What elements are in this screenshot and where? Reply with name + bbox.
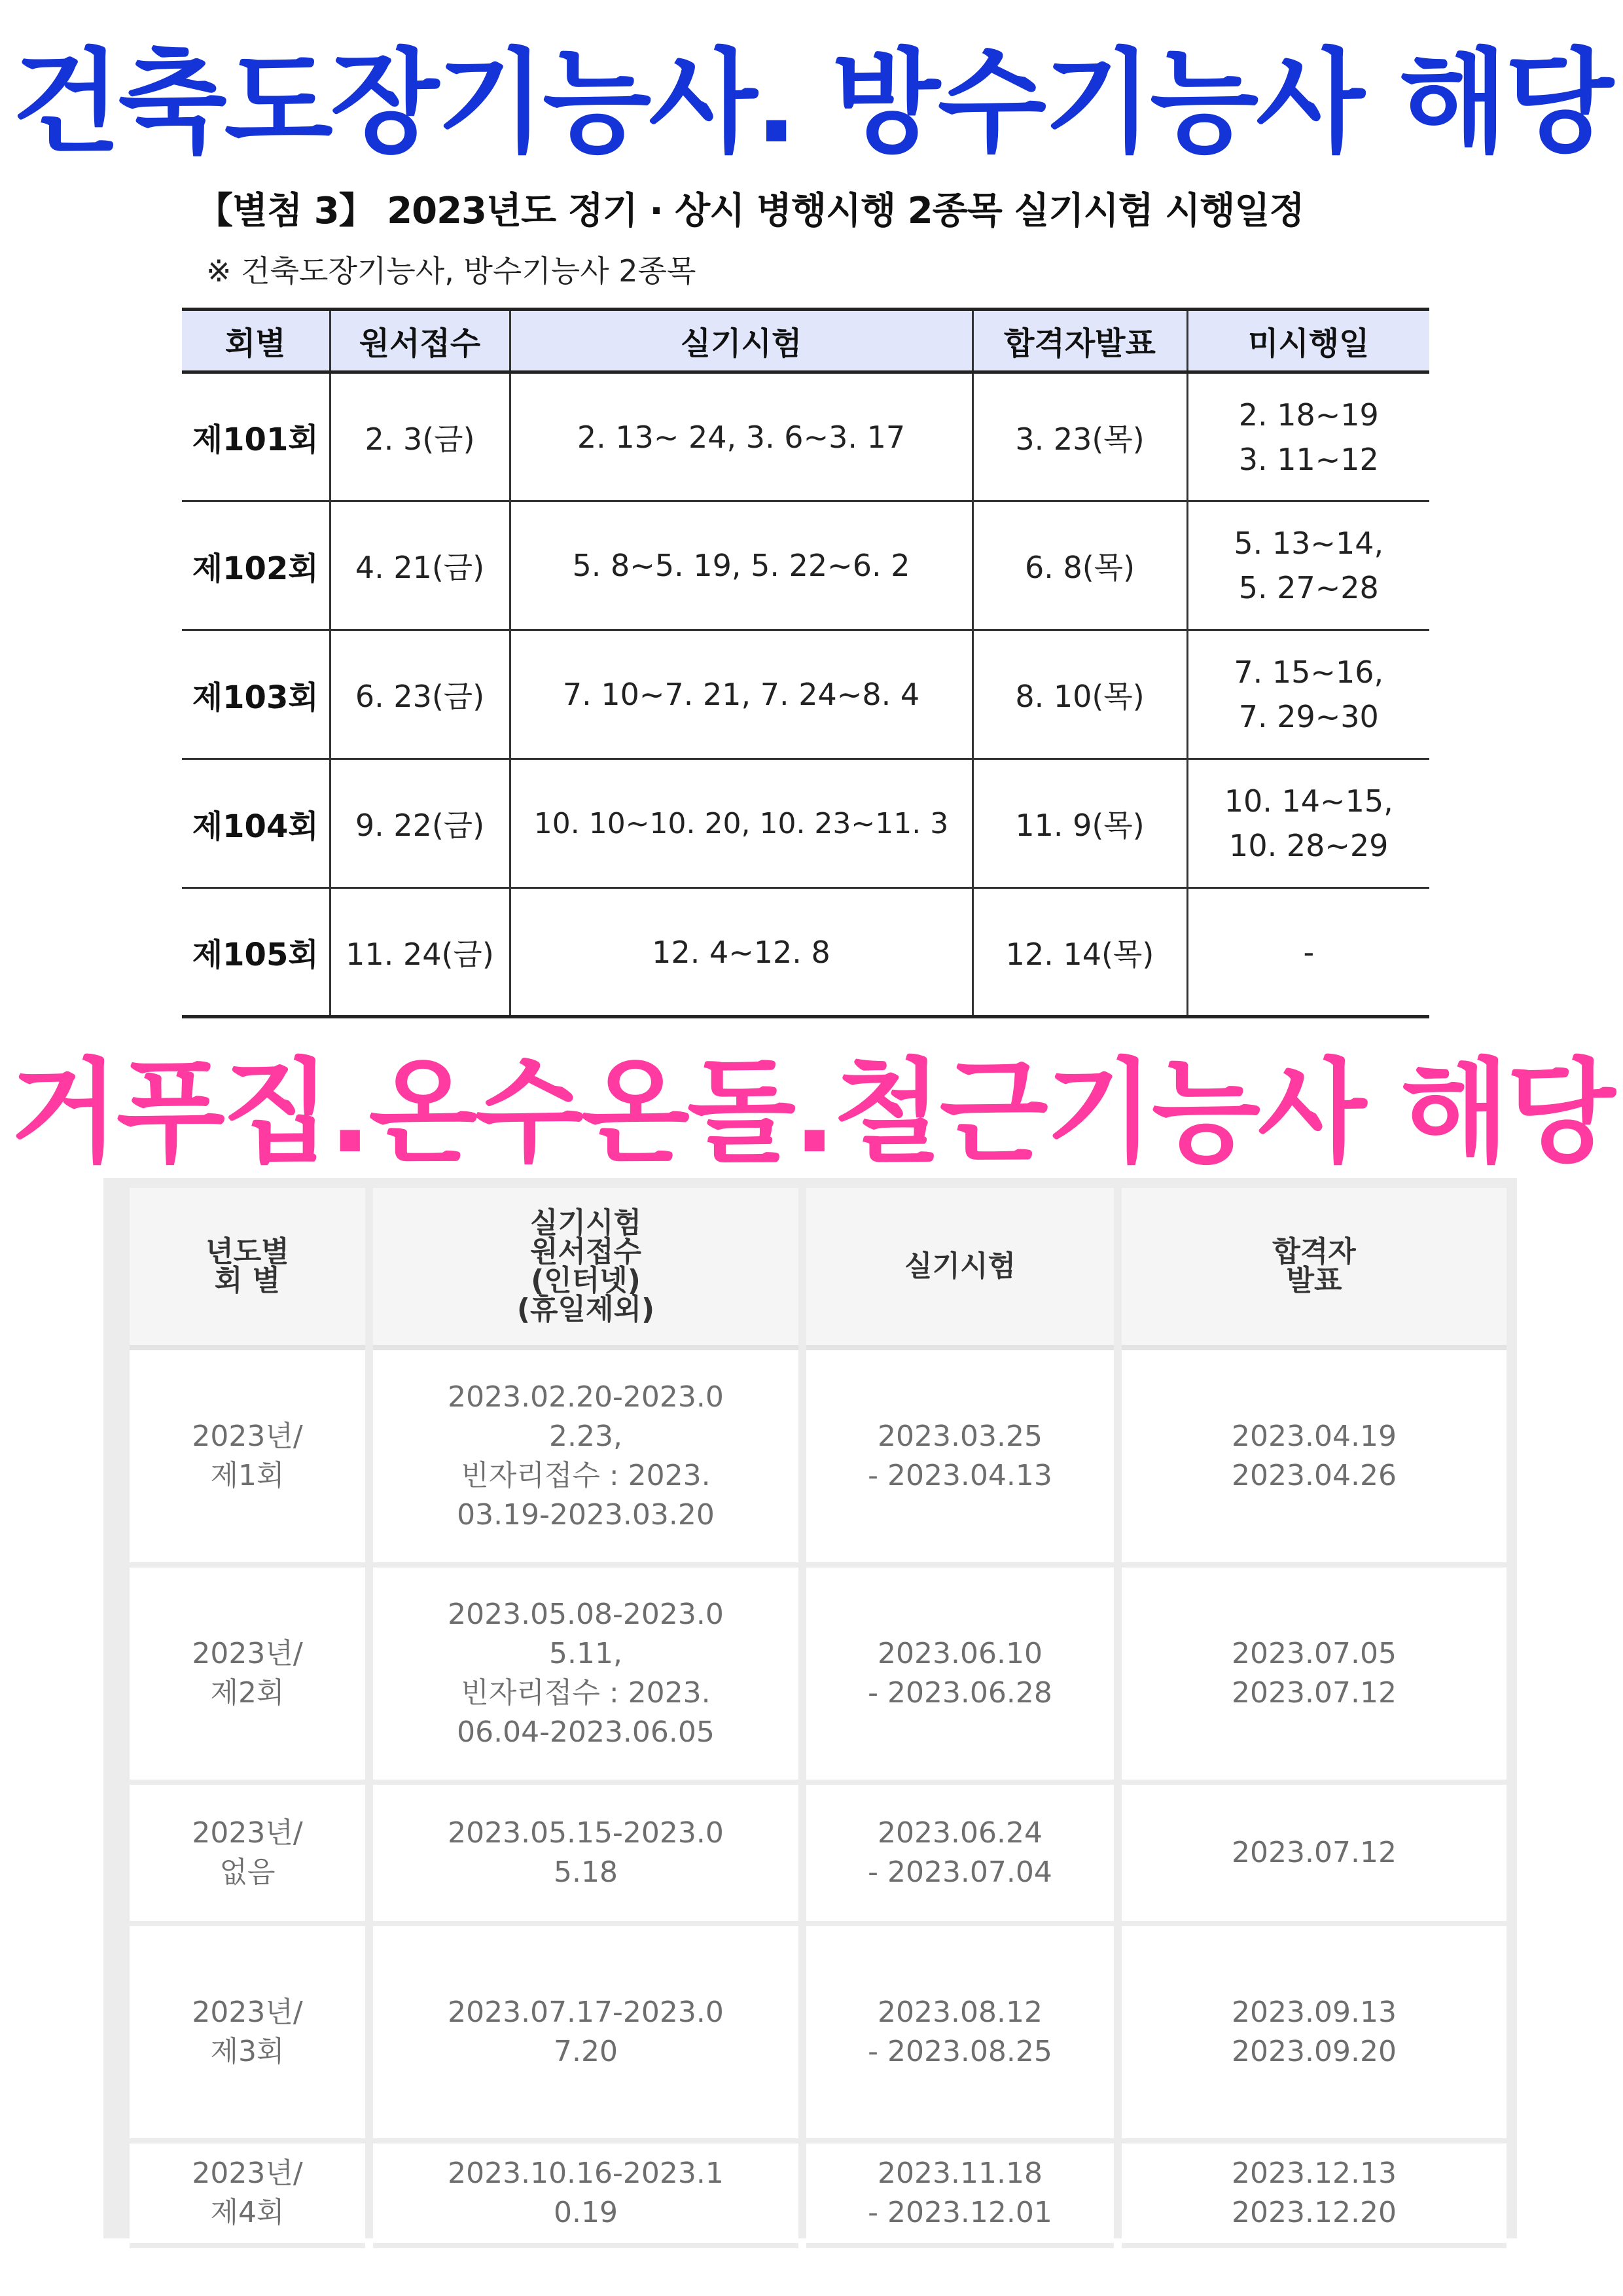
result-cell: 3. 23(목) (972, 372, 1187, 501)
result-cell: 6. 8(목) (972, 501, 1187, 630)
exam-cell: 2023.03.25 - 2023.04.13 (806, 1350, 1114, 1568)
header-apply: 실기시험 원서접수 (인터넷) (휴일제외) (373, 1188, 798, 1350)
exam-cell: 12. 4~12. 8 (510, 888, 972, 1017)
apply-cell: 2023.05.08-2023.0 5.11, 빈자리접수 : 2023. 06.04-2023.06.05 (373, 1568, 798, 1785)
table-row (130, 1926, 1507, 2144)
result-cell: 11. 9(목) (972, 759, 1187, 888)
round-cell: 2023년/ 제3회 (130, 1926, 365, 2144)
table-row (130, 1350, 1507, 1568)
exam-cell: 2023.06.10 - 2023.06.28 (806, 1568, 1114, 1785)
table-row (130, 1568, 1507, 1785)
exam-cell: 5. 8~5. 19, 5. 22~6. 2 (510, 501, 972, 630)
table-row (182, 372, 1429, 501)
apply-cell: 2023.07.17-2023.0 7.20 (373, 1926, 798, 2144)
header-exam: 실기시험 (806, 1188, 1114, 1350)
apply-cell: 2. 3(금) (330, 372, 510, 501)
round-cell: 2023년/ 제1회 (130, 1350, 365, 1568)
exam-cell: 2023.11.18 - 2023.12.01 (806, 2144, 1114, 2248)
table-row (182, 501, 1429, 630)
header-exam: 실기시험 (510, 310, 972, 372)
table-header-row (182, 310, 1429, 372)
header-year-round: 년도별 회 별 (130, 1188, 365, 1350)
exam-cell: 2023.08.12 - 2023.08.25 (806, 1926, 1114, 2144)
round-cell: 2023년/ 제4회 (130, 2144, 365, 2248)
off-days-cell: - (1187, 888, 1429, 1017)
schedule-table-2 (122, 1188, 1514, 2248)
apply-cell: 2023.02.20-2023.0 2.23, 빈자리접수 : 2023. 03.19-2023.03.20 (373, 1350, 798, 1568)
exam-cell: 10. 10~10. 20, 10. 23~11. 3 (510, 759, 972, 888)
table-row (130, 2144, 1507, 2248)
exam-cell: 2. 13~ 24, 3. 6~3. 17 (510, 372, 972, 501)
header-result: 합격자발표 (972, 310, 1187, 372)
schedule-table-2-panel (103, 1178, 1517, 2238)
round-cell: 2023년/ 없음 (130, 1785, 365, 1926)
apply-cell: 2023.05.15-2023.0 5.18 (373, 1785, 798, 1926)
result-cell: 2023.12.13 2023.12.20 (1122, 2144, 1507, 2248)
table-header-row (130, 1188, 1507, 1350)
round-cell: 제102회 (192, 550, 319, 587)
headline-bottom: 거푸집.온수온돌.철근기능사 해당 (10, 1047, 1613, 1178)
off-days-cell: 2. 18~19 3. 11~12 (1187, 372, 1429, 501)
result-cell: 2023.04.19 2023.04.26 (1122, 1350, 1507, 1568)
table-row (182, 759, 1429, 888)
off-days-cell: 5. 13~14, 5. 27~28 (1187, 501, 1429, 630)
result-cell: 12. 14(목) (972, 888, 1187, 1017)
table-row (182, 888, 1429, 1017)
round-cell: 제105회 (192, 937, 319, 973)
table-row (130, 1785, 1507, 1926)
header-round: 회별 (224, 325, 286, 362)
apply-cell: 2023.10.16-2023.1 0.19 (373, 2144, 798, 2248)
schedule-table-1 (182, 308, 1429, 1018)
off-days-cell: 7. 15~16, 7. 29~30 (1187, 630, 1429, 759)
header-off-days: 미시행일 (1187, 310, 1429, 372)
result-cell: 2023.07.05 2023.07.12 (1122, 1568, 1507, 1785)
apply-cell: 6. 23(금) (330, 630, 510, 759)
exam-cell: 7. 10~7. 21, 7. 24~8. 4 (510, 630, 972, 759)
result-cell: 2023.09.13 2023.09.20 (1122, 1926, 1507, 2144)
headline-top: 건축도장기능사. 방수기능사 해당 (12, 37, 1611, 168)
round-cell: 제101회 (192, 422, 319, 458)
off-days-cell: 10. 14~15, 10. 28~29 (1187, 759, 1429, 888)
header-result: 합격자 발표 (1122, 1188, 1507, 1350)
apply-cell: 9. 22(금) (330, 759, 510, 888)
result-cell: 8. 10(목) (972, 630, 1187, 759)
apply-cell: 11. 24(금) (330, 888, 510, 1017)
round-cell: 2023년/ 제2회 (130, 1568, 365, 1785)
header-apply: 원서접수 (330, 310, 510, 372)
schedule-title: 【별첨 3】 2023년도 정기 · 상시 병행시행 2종목 실기시험 시행일정 (196, 190, 1304, 232)
exam-cell: 2023.06.24 - 2023.07.04 (806, 1785, 1114, 1926)
schedule-note: ※ 건축도장기능사, 방수기능사 2종목 (206, 253, 696, 289)
apply-cell: 4. 21(금) (330, 501, 510, 630)
round-cell: 제103회 (192, 679, 319, 716)
table-row (182, 630, 1429, 759)
round-cell: 제104회 (192, 808, 319, 845)
result-cell: 2023.07.12 (1122, 1785, 1507, 1926)
